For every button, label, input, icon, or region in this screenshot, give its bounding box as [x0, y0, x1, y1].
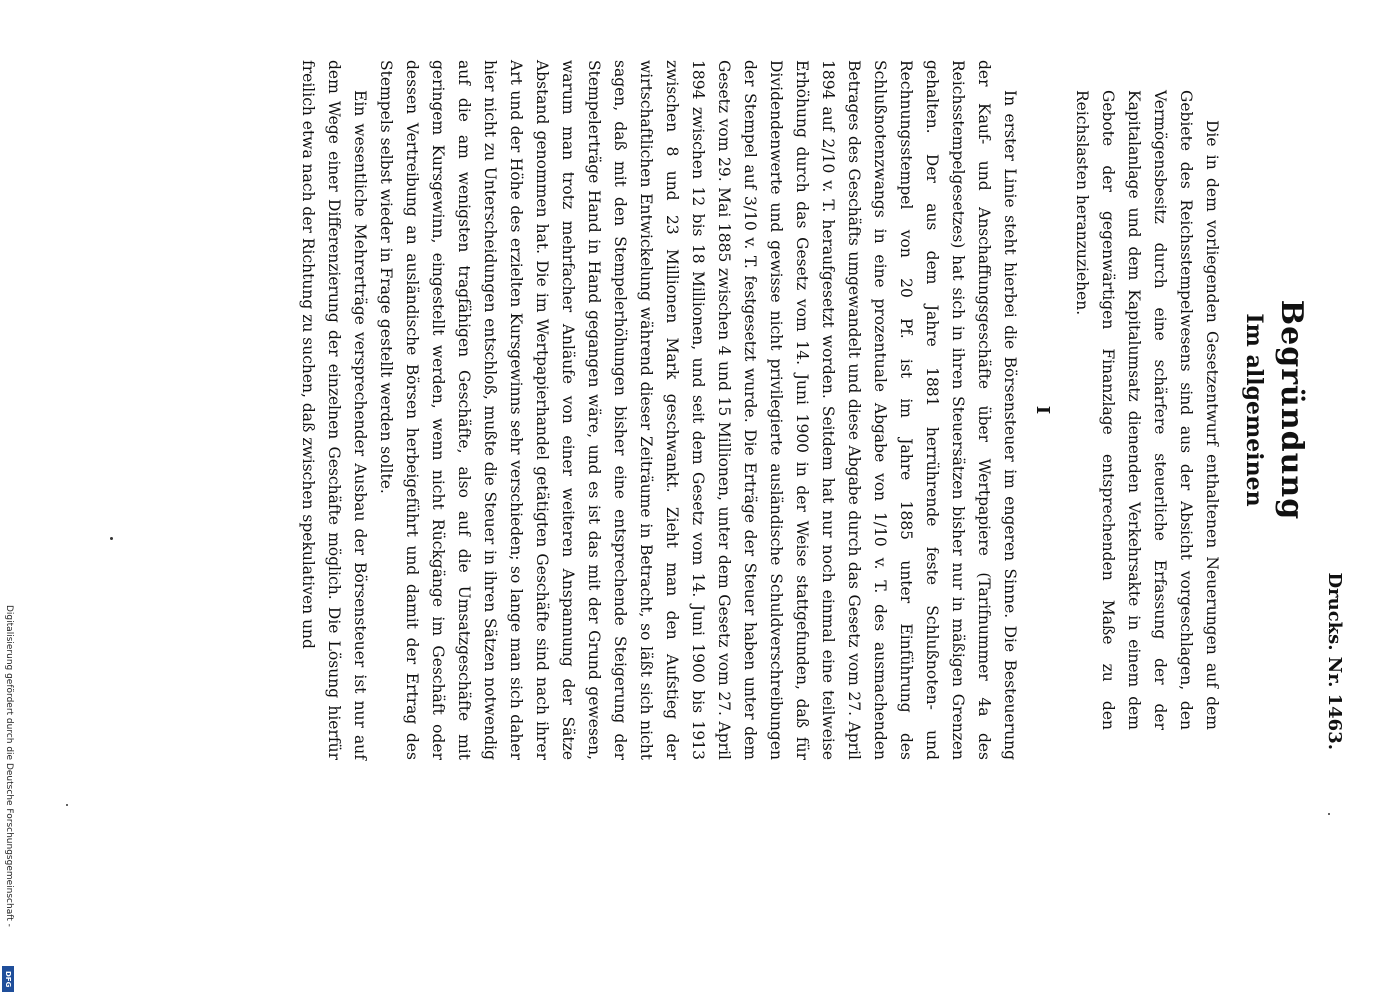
- document-subtitle: Im allgemeinen: [1241, 313, 1267, 507]
- document-number: Drucks. Nr. 1463.: [1324, 572, 1345, 750]
- body-paragraph-2: Ein wesentliche Mehrerträge versprechender Ausbau der Börsensteuer ist nur auf dem Wege einer Differenzierung der einzelnen Geschäfte möglich. Die Lösung hierfür freilich etwa nach der Richtung zu suchen, daß zwischen spekulativen und: [299, 60, 369, 760]
- body-paragraph-1: In erster Linie steht hierbei die Börsensteuer im engeren Sinne. Die Besteuerung der Kauf- und Anschaffungsgeschäfte über Wertpapiere (Tarifnummer 4a des Reichsstempelgesetzes) hat sich in ihren Steuersätzen bisher nur in mäßigen Grenzen gehalten. Der aus dem Jahre 1881 herrührende feste Schlußnoten- und Rechnungsstempel von 20 Pf. ist im Jahre 1885 unter Einführung des Schlußnotenzwangs in eine prozentuale Abgabe von 1/10 v. T. des ausmachenden Betrages des Geschäfts umgewandelt und diese Abgabe durch das Gesetz vom 27. April 1894 auf 2/10 v. T. heraufgesetzt worden. Seitdem hat nur noch einmal eine teilweise Erhöhung durch das Gesetz vom 14. Juni 1900 in der Weise stattgefunden, daß für Dividendenwerte und gewisse nicht privilegierte ausländische Schuldverschreibungen der Stempel auf 3/10 v. T. festgesetzt wurde. Die Erträge der Steuer haben unter dem Gesetz vom 29. Mai 1885 zwischen 4 und 15 Millionen, unter dem Gesetz vom 27. April 1894 zwischen 12 bis 18 Millionen, und seit dem Gesetz vom 14. Juni 1900 bis 1913 zwischen 8 und 23 Millionen Mark geschwankt. Zieht man den Aufstieg der wirtschaftlichen Entwickelung während dieser Zeiträume in Betracht, so läßt sich nicht sagen, daß mit den Stempelerhöhungen bisher eine entsprechende Steigerung der Stempelerträge Hand in Hand gegangen wäre, und es ist das mit der Grund gewesen, warum man trotz mehrfacher Anläufe von einer weiteren Anspannung der Sätze Abstand genommen hat. Die im Wertpapierhandel getätigten Geschäfte sind nach ihrer Art und der Höhe des erzielten Kursgewinns sehr verschieden; so lange man sich daher hier nicht zu Unterscheidungen entschloß, mußte die Steuer in ihren Sätzen notwendig auf die am wenigsten tragfähigen Geschäfte, also auf die Umsatzgeschäfte mit geringem Kursgewinn, eingestellt werden, wenn nicht Rückgänge im Geschäft oder dessen Vertreibung an ausländische Börsen herbeigeführt und damit der Ertrag des Stempels selbst wieder in Frage gestellt werden sollte.: [377, 60, 1019, 760]
- scan-speck: [66, 804, 68, 806]
- dfg-logo: DFG: [2, 966, 14, 992]
- intro-text: Die in dem vorliegenden Gesetzentwurf enthaltenen Neuerungen auf dem Gebiete des Reichsstempelwesens sind aus der Absicht vorgeschlagen, den Vermögensbesitz durch eine schärfere steuerliche Erfassung der der Kapitalanlage und dem Kapitalumsatz dienenden Verkehrsakte in einem dem Gebote der gegenwärtigen Finanzlage entsprechenden Maße zu den Reichslasten heranzuziehen.: [1073, 90, 1221, 730]
- digitization-footer: [0, 0, 12, 1000]
- page-content: [165, 30, 1345, 790]
- document-title: Begründung: [1274, 299, 1309, 521]
- section-heading: I: [1032, 405, 1053, 415]
- scan-speck: [110, 537, 113, 540]
- scanned-page: [165, 30, 1345, 810]
- scan-speck: [1328, 813, 1330, 815]
- body-text: [295, 60, 1023, 760]
- digitization-note: Digitalisierung gefördert durch die Deutsche Forschungsgemeinschaft -: [4, 605, 14, 927]
- intro-paragraph: [1069, 90, 1225, 730]
